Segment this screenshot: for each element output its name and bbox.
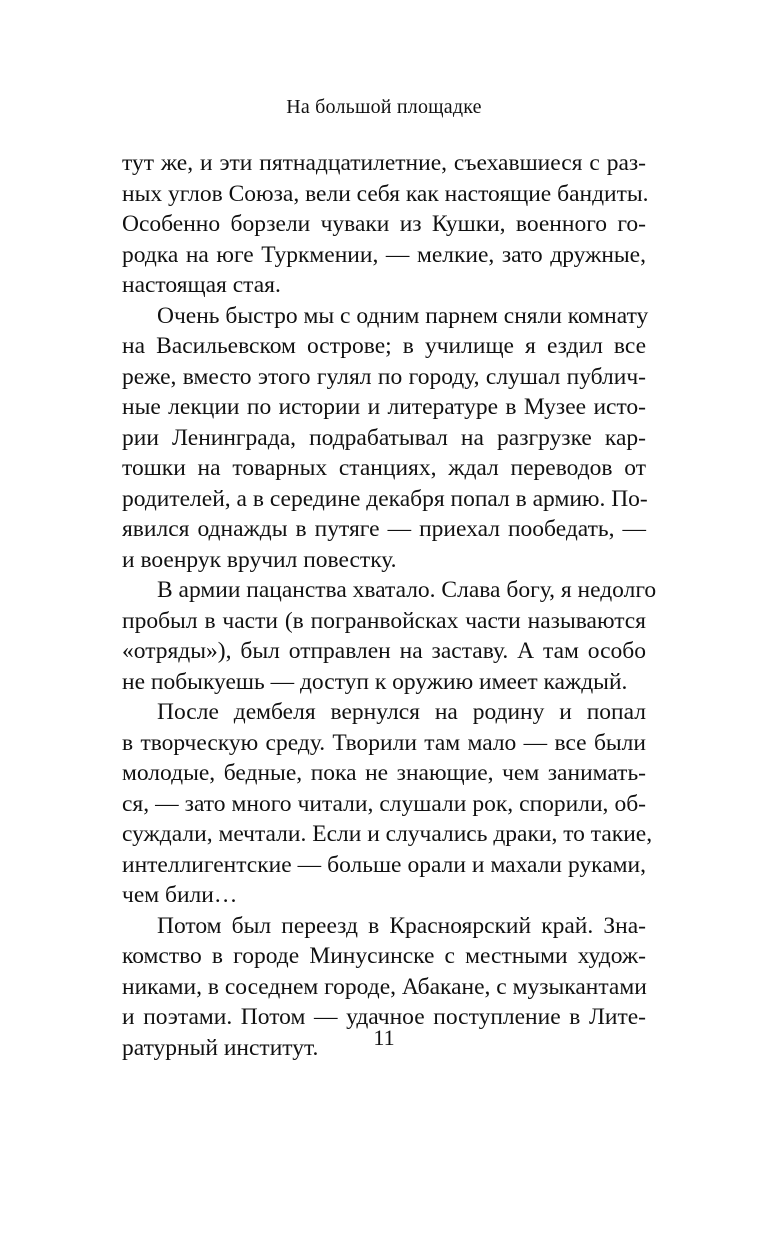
text-line: суждали, мечтали. Если и случались драки, то такие, [122, 821, 653, 847]
text-line: ратурный институт. [122, 1034, 319, 1061]
text-line: настоящая стая. [122, 272, 281, 298]
text-line: на Васильевском острове; в училище я ездил все [122, 333, 646, 359]
text-line: в творческую среду. Творили там мало — все были [122, 729, 646, 756]
text-line: Очень быстро мы с одним парнем сняли комнату [157, 302, 649, 329]
text-line: никами, в соседнем городе, Абакане, с музыкантами [122, 973, 647, 1000]
text-line: не побыкуешь — доступ к оружию имеет каждый. [122, 668, 628, 695]
text-line: пробыл в части (в погранвойсках части называются [122, 607, 646, 634]
text-line: тут же, и эти пятнадцатилетние, съехавшиеся с раз- [122, 150, 646, 176]
page-number: 11 [373, 1025, 395, 1050]
text-line: интеллигентские — больше орали и махали руками, [122, 851, 646, 878]
text-line: комство в городе Минусинске с местными худож- [122, 943, 646, 969]
text-line: и военрук вручил повестку. [122, 546, 397, 573]
text-line: ные лекции по истории и литературе в Музее исто- [122, 394, 646, 420]
text-line: реже, вместо этого гулял по городу, слушал публич- [122, 363, 646, 390]
text-line: родка на юге Туркмении, — мелкие, зато дружные, [122, 241, 646, 268]
text-line: рии Ленинграда, подрабатывал на разгрузке кар- [122, 424, 646, 451]
text-line: молодые, бедные, пока не знающие, чем занимать- [122, 760, 646, 786]
text-line: явился однажды в путяге — приехал пообедать, — [122, 516, 646, 542]
running-head: На большой площадке [286, 96, 482, 118]
text-line: тошки на товарных станциях, ждал переводов от [122, 455, 646, 481]
text-line: чем били… [122, 882, 238, 908]
text-line: родителей, а в середине декабря попал в армию. По- [122, 485, 648, 512]
text-line: «отряды»), был отправлен на заставу. А там особо [122, 638, 646, 664]
text-line: ных углов Союза, вели себя как настоящие бандиты. [122, 180, 649, 207]
text-line: После дембеля вернулся на родину и попал [157, 699, 646, 725]
text-line: Потом был переезд в Красноярский край. Зна- [157, 912, 646, 939]
text-line: Особенно борзели чуваки из Кушки, военного го- [122, 211, 646, 237]
text-line: В армии пацанства хватало. Слава богу, я недолго [157, 577, 657, 603]
text-line: ся, — зато много читали, слушали рок, спорили, об- [122, 790, 646, 817]
body-text [122, 148, 657, 1063]
text-line: и поэтами. Потом — удачное поступление в Лите- [122, 1004, 646, 1030]
